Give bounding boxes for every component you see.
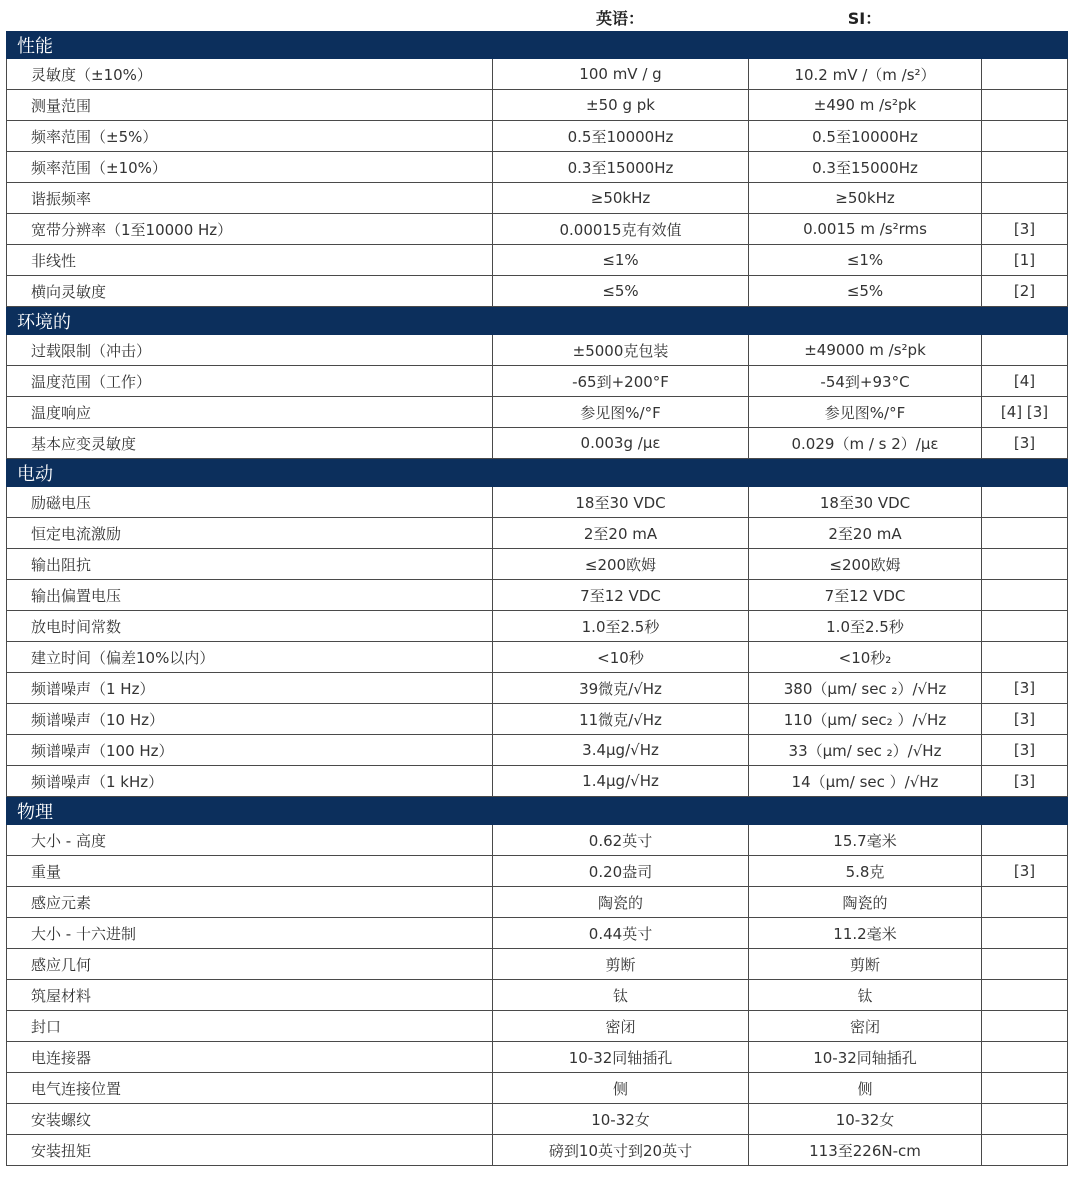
spec-reference: [1] <box>1013 251 1036 269</box>
spec-english-value: ±50 g pk <box>493 90 749 120</box>
spec-english-value: 0.3至15000Hz <box>493 152 749 182</box>
spec-row <box>6 766 1068 797</box>
spec-row <box>6 949 1068 980</box>
spec-si-value: ≤1% <box>749 245 982 275</box>
spec-row <box>6 980 1068 1011</box>
spec-name: 过载限制（冲击） <box>7 335 493 365</box>
spec-row <box>6 366 1068 397</box>
spec-row <box>6 642 1068 673</box>
spec-english-value: 18至30 VDC <box>493 487 749 517</box>
spec-english-value: ±5000克包装 <box>493 335 749 365</box>
spec-english-value: 密闭 <box>493 1011 749 1041</box>
spec-row <box>6 90 1068 121</box>
spec-si-value: 10-32同轴插孔 <box>749 1042 982 1072</box>
spec-english-value: -65到+200°F <box>493 366 749 396</box>
spec-reference: [3] <box>1013 434 1036 452</box>
spec-name: 基本应变灵敏度 <box>7 428 493 458</box>
spec-reference <box>982 825 1067 855</box>
spec-row <box>6 1135 1068 1166</box>
spec-name: 温度响应 <box>7 397 493 427</box>
section-header: 物理 <box>6 797 1068 825</box>
spec-row <box>6 276 1068 307</box>
spec-reference: [4] [3] <box>1000 403 1049 421</box>
spec-si-value: <10秒₂ <box>749 642 982 672</box>
spec-reference: [4] <box>1013 372 1036 390</box>
spec-table <box>6 3 1068 1166</box>
spec-reference <box>982 642 1067 672</box>
spec-si-value: 2至20 mA <box>749 518 982 548</box>
spec-name: 频率范围（±5%） <box>7 121 493 151</box>
column-header-row <box>6 3 1068 31</box>
spec-english-value: ≥50kHz <box>493 183 749 213</box>
spec-row <box>6 549 1068 580</box>
spec-reference: [3] <box>1013 710 1036 728</box>
spec-si-value: ±490 m /s²pk <box>749 90 982 120</box>
section-header: 电动 <box>6 459 1068 487</box>
spec-name: 感应元素 <box>7 887 493 917</box>
spec-si-value: 侧 <box>749 1073 982 1103</box>
spec-english-value: <10秒 <box>493 642 749 672</box>
spec-si-value: 15.7毫米 <box>749 825 982 855</box>
spec-si-value: 14（μm/ sec ）/√Hz <box>749 766 982 796</box>
spec-reference <box>982 518 1067 548</box>
spec-name: 灵敏度（±10%） <box>7 59 493 89</box>
spec-name: 放电时间常数 <box>7 611 493 641</box>
spec-si-value: 钛 <box>749 980 982 1010</box>
spec-reference <box>982 949 1067 979</box>
spec-reference <box>982 1073 1067 1103</box>
spec-si-value: 1.0至2.5秒 <box>749 611 982 641</box>
spec-row <box>6 611 1068 642</box>
spec-row <box>6 245 1068 276</box>
spec-reference: [3] <box>1013 220 1036 238</box>
spec-english-value: 7至12 VDC <box>493 580 749 610</box>
spec-english-value: ≤1% <box>493 245 749 275</box>
spec-si-value: -54到+93°C <box>749 366 982 396</box>
spec-english-value: ≤200欧姆 <box>493 549 749 579</box>
spec-row <box>6 152 1068 183</box>
spec-reference <box>982 1042 1067 1072</box>
spec-si-value: ≤5% <box>749 276 982 306</box>
spec-reference <box>982 1104 1067 1134</box>
spec-reference <box>982 59 1067 89</box>
spec-name: 励磁电压 <box>7 487 493 517</box>
spec-row <box>6 580 1068 611</box>
spec-si-value: 参见图%/°F <box>749 397 982 427</box>
spec-si-value: 110（μm/ sec₂ ）/√Hz <box>749 704 982 734</box>
header-si: SI： <box>847 8 882 28</box>
spec-reference: [2] <box>1013 282 1036 300</box>
spec-name: 重量 <box>7 856 493 886</box>
spec-english-value: 0.62英寸 <box>493 825 749 855</box>
spec-row <box>6 183 1068 214</box>
header-spacer <box>6 3 492 31</box>
spec-row <box>6 887 1068 918</box>
spec-si-value: 陶瓷的 <box>749 887 982 917</box>
spec-si-value: ≥50kHz <box>749 183 982 213</box>
spec-reference <box>982 611 1067 641</box>
spec-row <box>6 856 1068 887</box>
spec-reference <box>982 918 1067 948</box>
spec-reference: [3] <box>1013 772 1036 790</box>
spec-reference <box>982 121 1067 151</box>
spec-reference <box>982 335 1067 365</box>
spec-si-value: 0.3至15000Hz <box>749 152 982 182</box>
spec-name: 测量范围 <box>7 90 493 120</box>
spec-english-value: 10-32女 <box>493 1104 749 1134</box>
spec-english-value: 39微克/√Hz <box>493 673 749 703</box>
spec-name: 电连接器 <box>7 1042 493 1072</box>
spec-row <box>6 735 1068 766</box>
spec-english-value: 100 mV / g <box>493 59 749 89</box>
spec-name: 横向灵敏度 <box>7 276 493 306</box>
spec-si-value: 密闭 <box>749 1011 982 1041</box>
spec-english-value: 磅到10英寸到20英寸 <box>493 1135 749 1165</box>
spec-row <box>6 704 1068 735</box>
spec-si-value: 380（μm/ sec ₂）/√Hz <box>749 673 982 703</box>
spec-english-value: 参见图%/°F <box>493 397 749 427</box>
spec-reference <box>982 1135 1067 1165</box>
spec-row <box>6 1104 1068 1135</box>
spec-english-value: 0.5至10000Hz <box>493 121 749 151</box>
spec-name: 宽带分辨率（1至10000 Hz） <box>7 214 493 244</box>
spec-name: 温度范围（工作） <box>7 366 493 396</box>
spec-reference <box>982 152 1067 182</box>
spec-english-value: 10-32同轴插孔 <box>493 1042 749 1072</box>
spec-name: 大小 - 十六进制 <box>7 918 493 948</box>
spec-english-value: 2至20 mA <box>493 518 749 548</box>
spec-english-value: 侧 <box>493 1073 749 1103</box>
spec-name: 频谱噪声（1 Hz） <box>7 673 493 703</box>
spec-reference: [3] <box>1013 741 1036 759</box>
spec-si-value: 0.029（m / s 2）/με <box>749 428 982 458</box>
spec-si-value: 7至12 VDC <box>749 580 982 610</box>
spec-name: 安装螺纹 <box>7 1104 493 1134</box>
spec-name: 频率范围（±10%） <box>7 152 493 182</box>
spec-row <box>6 1073 1068 1104</box>
spec-row <box>6 121 1068 152</box>
spec-name: 输出偏置电压 <box>7 580 493 610</box>
spec-reference <box>982 487 1067 517</box>
spec-row <box>6 1011 1068 1042</box>
header-english: 英语： <box>595 8 644 28</box>
spec-si-value: 0.5至10000Hz <box>749 121 982 151</box>
spec-english-value: 剪断 <box>493 949 749 979</box>
spec-si-value: 33（μm/ sec ₂）/√Hz <box>749 735 982 765</box>
spec-si-value: 11.2毫米 <box>749 918 982 948</box>
spec-english-value: 陶瓷的 <box>493 887 749 917</box>
spec-si-value: 5.8克 <box>749 856 982 886</box>
spec-si-value: 18至30 VDC <box>749 487 982 517</box>
spec-reference: [3] <box>1013 679 1036 697</box>
spec-english-value: 钛 <box>493 980 749 1010</box>
spec-row <box>6 518 1068 549</box>
section-header: 性能 <box>6 31 1068 59</box>
spec-reference <box>982 980 1067 1010</box>
spec-name: 感应几何 <box>7 949 493 979</box>
spec-name: 频谱噪声（1 kHz） <box>7 766 493 796</box>
spec-name: 恒定电流激励 <box>7 518 493 548</box>
spec-name: 电气连接位置 <box>7 1073 493 1103</box>
spec-si-value: ≤200欧姆 <box>749 549 982 579</box>
spec-english-value: 0.44英寸 <box>493 918 749 948</box>
spec-name: 大小 - 高度 <box>7 825 493 855</box>
spec-name: 频谱噪声（10 Hz） <box>7 704 493 734</box>
spec-english-value: 0.003g /με <box>493 428 749 458</box>
spec-reference <box>982 549 1067 579</box>
spec-row <box>6 214 1068 245</box>
spec-reference <box>982 90 1067 120</box>
spec-si-value: 0.0015 m /s²rms <box>749 214 982 244</box>
spec-si-value: ±49000 m /s²pk <box>749 335 982 365</box>
spec-reference <box>982 887 1067 917</box>
spec-english-value: ≤5% <box>493 276 749 306</box>
spec-reference: [3] <box>1013 862 1036 880</box>
spec-row <box>6 397 1068 428</box>
spec-body <box>6 31 1068 1166</box>
spec-reference <box>982 580 1067 610</box>
spec-english-value: 1.4μg/√Hz <box>493 766 749 796</box>
spec-reference <box>982 1011 1067 1041</box>
spec-name: 非线性 <box>7 245 493 275</box>
spec-row <box>6 335 1068 366</box>
spec-row <box>6 673 1068 704</box>
spec-english-value: 1.0至2.5秒 <box>493 611 749 641</box>
spec-name: 谐振频率 <box>7 183 493 213</box>
spec-si-value: 113至226N-cm <box>749 1135 982 1165</box>
spec-row <box>6 1042 1068 1073</box>
spec-si-value: 剪断 <box>749 949 982 979</box>
spec-row <box>6 59 1068 90</box>
spec-row <box>6 825 1068 856</box>
spec-name: 封口 <box>7 1011 493 1041</box>
spec-row <box>6 487 1068 518</box>
spec-name: 建立时间（偏差10%以内） <box>7 642 493 672</box>
spec-si-value: 10-32女 <box>749 1104 982 1134</box>
spec-name: 筑屋材料 <box>7 980 493 1010</box>
spec-english-value: 3.4μg/√Hz <box>493 735 749 765</box>
spec-reference <box>982 183 1067 213</box>
spec-row <box>6 918 1068 949</box>
header-ref-spacer <box>981 3 1068 31</box>
spec-name: 安装扭矩 <box>7 1135 493 1165</box>
spec-english-value: 0.20盎司 <box>493 856 749 886</box>
spec-name: 频谱噪声（100 Hz） <box>7 735 493 765</box>
spec-english-value: 0.00015克有效值 <box>493 214 749 244</box>
section-header: 环境的 <box>6 307 1068 335</box>
spec-si-value: 10.2 mV /（m /s²） <box>749 59 982 89</box>
spec-name: 输出阻抗 <box>7 549 493 579</box>
spec-english-value: 11微克/√Hz <box>493 704 749 734</box>
spec-row <box>6 428 1068 459</box>
